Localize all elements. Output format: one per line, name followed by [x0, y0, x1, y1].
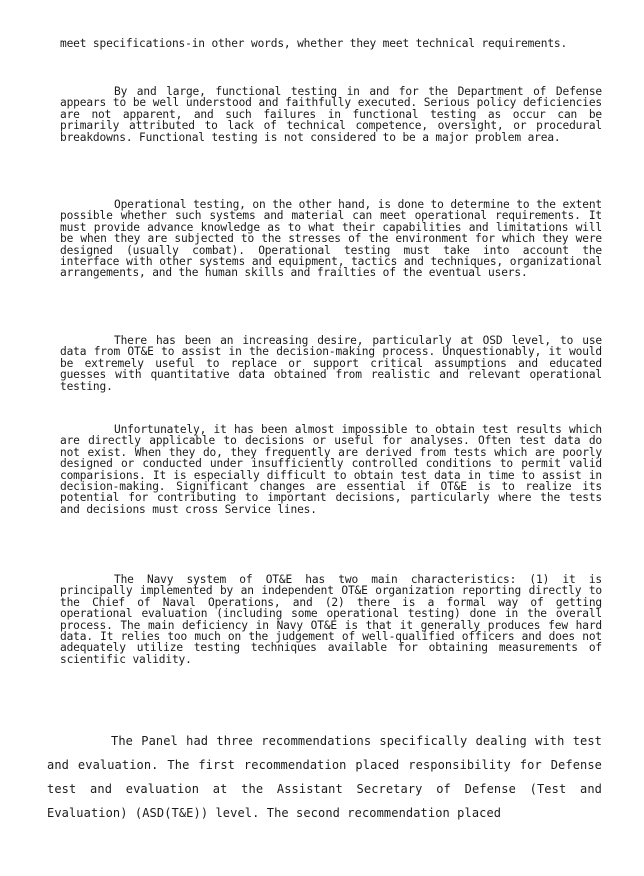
paragraph-functional-testing: By and large, functional testing in and for the Department of Defense appears to be well understood and faithfully executed. Serious policy deficiencies are not apparent, and such failures in functional testing as occur can be primarily attributed to lack of technical competence, oversight, or procedural breakdowns. Functional testing is not considered to be a major problem area.: [60, 85, 602, 144]
paragraph-operational-testing: Operational testing, on the other hand, is done to determine to the extent possible whether such systems and material can meet operational requirements. It must provide advance knowledge as to what their capabilities and limitations will be when they are subjected to the stresses of the environment for which they were designed (usually combat). Operational testing must take into account the interface with other systems and equipment, tactics and techniques, organizational arrangements, and the human skills and frailties of the eventual users.: [60, 198, 602, 280]
paragraph-test-results: Unfortunately, it has been almost impossible to obtain test results which are directly applicable to decisions or useful for analyses. Often test data do not exist. When they do, they frequently are derived from tests which are poorly designed or conducted under insufficiently controlled conditions to permit valid comparisions. It is especially difficult to obtain test data in time to assist in decision-making. Significant changes are essential if OT&E is to realize its potential for contributing to important decisions, particularly where the tests and decisions must cross Service lines.: [60, 423, 602, 516]
paragraph-continuation: meet specifications-in other words, whether they meet technical requirements.: [60, 37, 568, 50]
paragraph-osd-desire: There has been an increasing desire, particularly at OSD level, to use data from OT&E to assist in the decision-making process. Unquestionably, it would be extremely useful to replace or support critical assumptions and educated guesses with quantitative data obtained from realistic and relevant operational testing.: [60, 334, 602, 393]
paragraph-navy-system: The Navy system of OT&E has two main characteristics: (1) it is principally implemented by an independent OT&E organization reporting directly to the Chief of Naval Operations, and (2) there is a formal way of getting operational evaluation (including some operational testing) done in the overall process. The main deficiency in Navy OT&E is that it generally produces few hard data. It relies too much on the judgement of well-qualified officers and does not adequately utilize testing techniques available for obtaining measurements of scientific validity.: [60, 573, 602, 666]
paragraph-panel-recommendations: The Panel had three recommendations specifically dealing with test and evaluation. The first recommendation placed responsibility for Defense test and evaluation at the Assistant Secretary of Defense (Test and Evaluation) (ASD(T&E)) level. The second recommendation placed: [47, 734, 602, 820]
